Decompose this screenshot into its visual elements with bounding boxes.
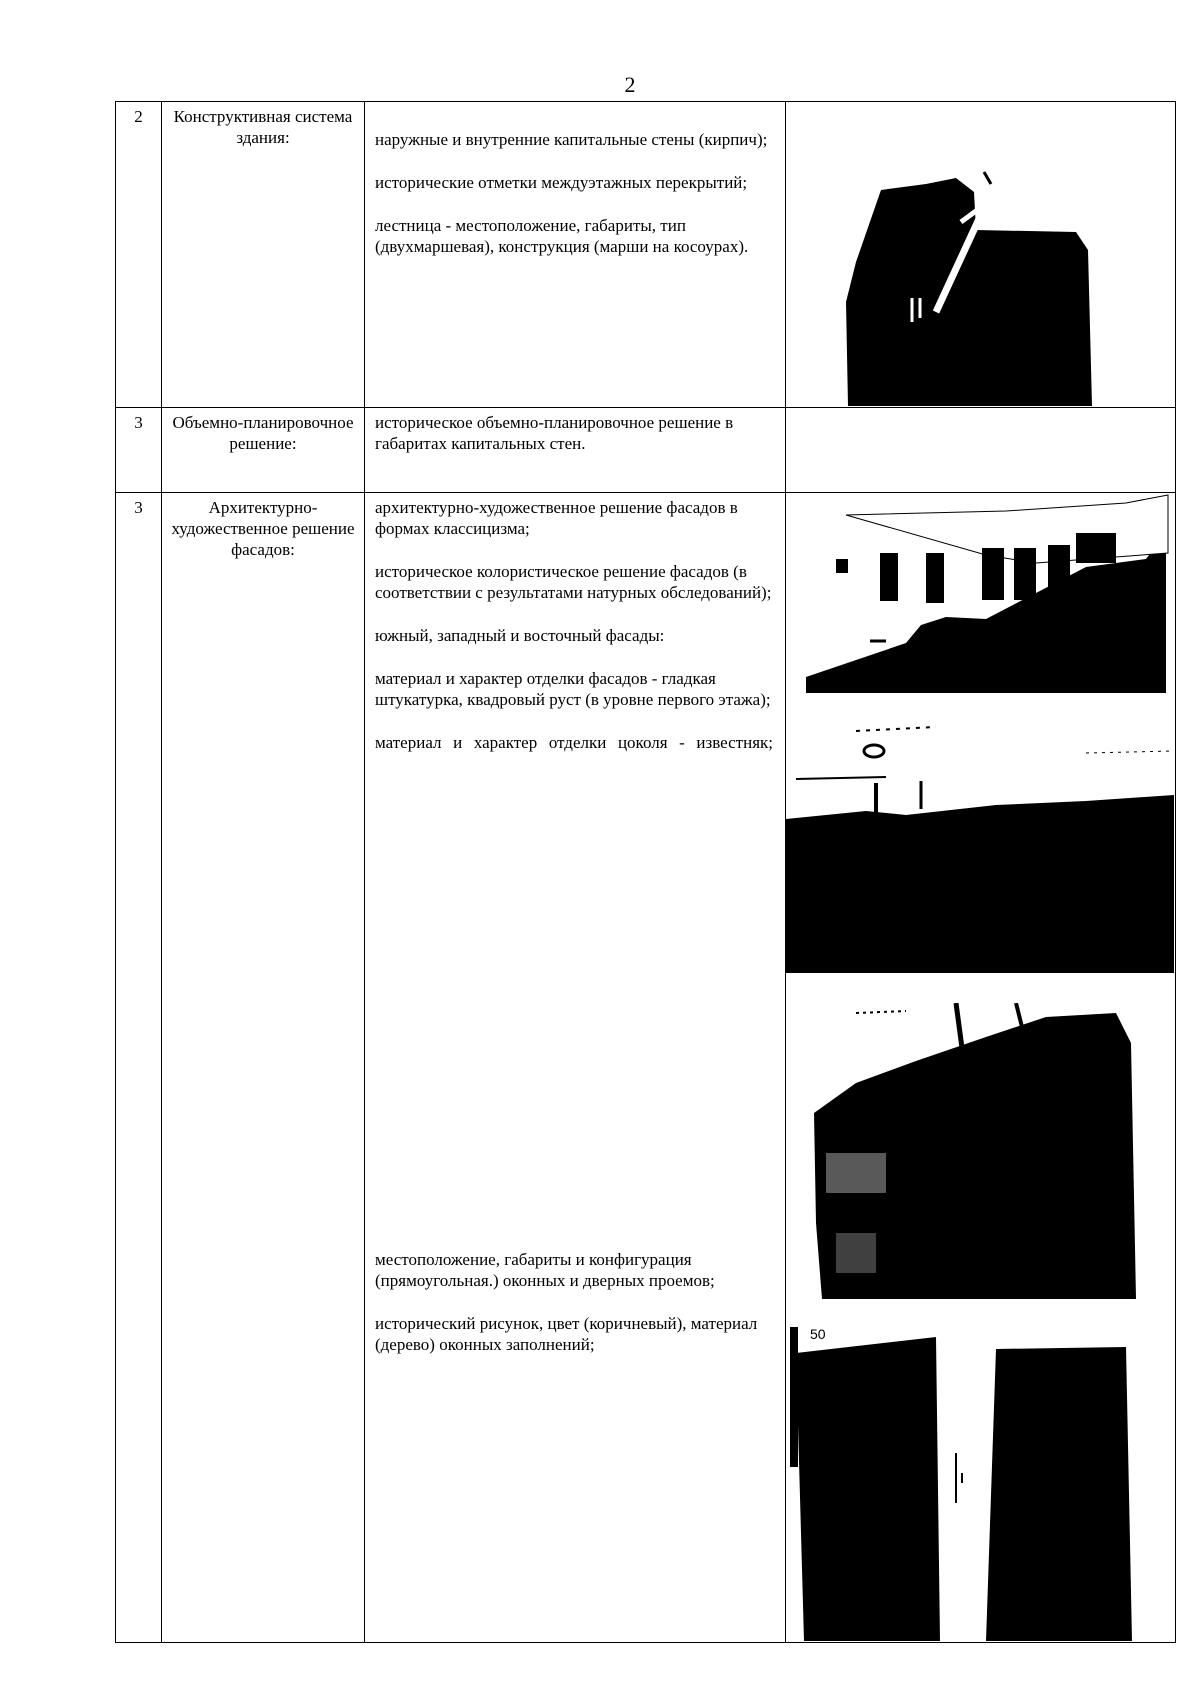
feature-item: архитектурно-художественное решение фасадов в формах классицизма; bbox=[375, 498, 738, 538]
feature-item: южный, западный и восточный фасады: bbox=[375, 626, 665, 645]
facade-photo-east bbox=[786, 1003, 1174, 1303]
feature-item: наружные и внутренние капитальные стены (кирпич); bbox=[375, 130, 768, 149]
feature-item: историческое объемно-планировочное решение в габаритах капитальных стен. bbox=[375, 413, 734, 453]
section-title: Объемно-планировочное решение: bbox=[172, 413, 354, 453]
table-row bbox=[116, 493, 1176, 1643]
row-number: 3 bbox=[134, 413, 143, 432]
feature-item: исторический рисунок, цвет (коричневый), материал (дерево) оконных заполнений; bbox=[375, 1314, 758, 1354]
row-number: 2 bbox=[134, 107, 143, 126]
svg-text:50: 50 bbox=[810, 1326, 826, 1342]
row-number: 3 bbox=[134, 498, 143, 517]
protected-features-table bbox=[115, 101, 1176, 1643]
table-row bbox=[116, 408, 1176, 493]
feature-item: исторические отметки междуэтажных перекрытий; bbox=[375, 173, 748, 192]
facade-photo-west bbox=[786, 723, 1174, 973]
staircase-photo bbox=[786, 102, 1174, 406]
section-title: Конструктивная система здания: bbox=[173, 107, 353, 147]
feature-item: историческое колористическое решение фасадов (в соответствии с результатами натурных обследований); bbox=[375, 562, 772, 602]
door-photo bbox=[786, 1323, 1174, 1641]
facade-photo-south bbox=[786, 493, 1174, 693]
table-row bbox=[116, 102, 1176, 408]
feature-item: материал и характер отделки цоколя - известняк; bbox=[375, 733, 773, 752]
section-title: Архитектурно-художественное решение фасадов: bbox=[171, 498, 355, 559]
feature-item: материал и характер отделки фасадов - гладкая штукатурка, квадровый руст (в уровне первого этажа); bbox=[375, 669, 771, 709]
page-number: 2 bbox=[624, 72, 636, 97]
feature-item: местоположение, габариты и конфигурация (прямоугольная.) оконных и дверных проемов; bbox=[375, 1250, 715, 1290]
feature-item: лестница - местоположение, габариты, тип (двухмаршевая), конструкция (марши на косоурах). bbox=[375, 216, 749, 256]
